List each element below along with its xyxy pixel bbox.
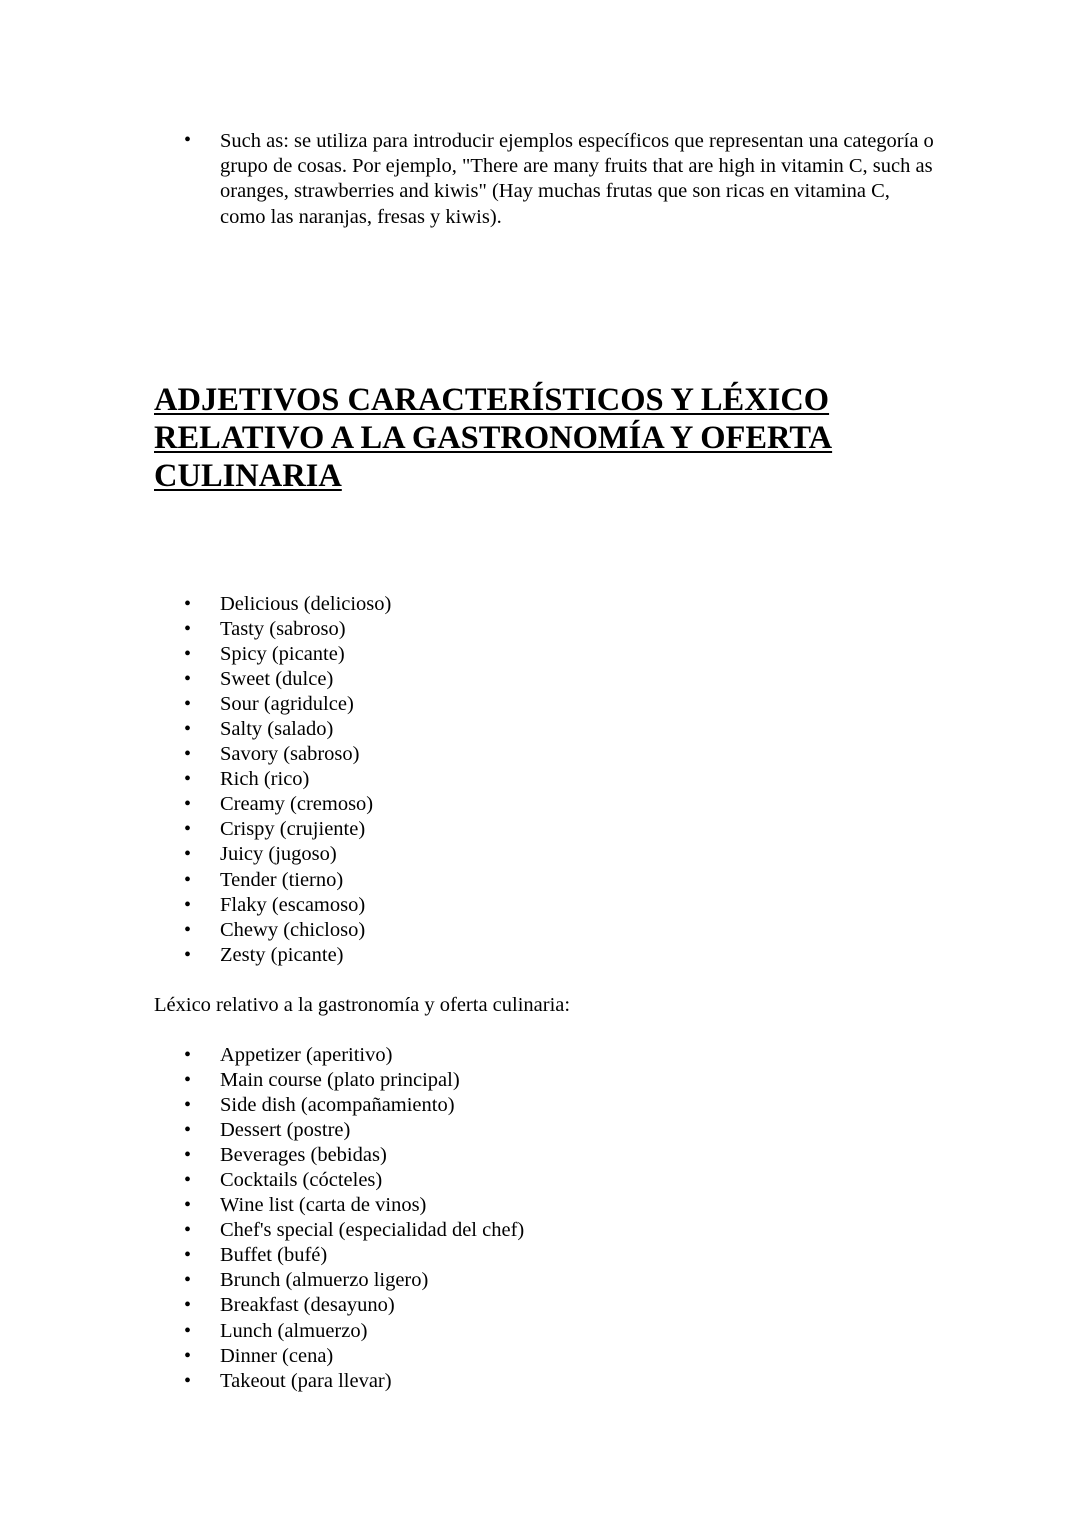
bullet-icon: • (184, 1319, 192, 1342)
list-item (0, 817, 391, 842)
list-item (0, 918, 391, 943)
list-item (0, 1268, 524, 1293)
list-item-text: Breakfast (desayuno) (220, 1294, 395, 1317)
list-item (0, 1143, 524, 1168)
adjectives-list (0, 592, 391, 968)
bullet-icon: • (184, 1169, 192, 1192)
lexicon-list (0, 1043, 524, 1394)
list-item-text: Tasty (sabroso) (220, 618, 346, 641)
list-item (0, 1093, 524, 1118)
list-item-text: Creamy (cremoso) (220, 793, 374, 816)
list-item (0, 1293, 524, 1318)
intro-bullet: • (184, 129, 192, 151)
bullet-icon: • (184, 643, 192, 666)
list-item-text: Chef's special (especialidad del chef) (220, 1219, 525, 1242)
list-item (0, 943, 391, 968)
section-heading: ADJETIVOS CARACTERÍSTICOS Y LÉXICO RELATIVO A LA GASTRONOMÍA Y OFERTA CULINARIA (154, 382, 833, 494)
list-item (0, 1168, 524, 1193)
list-item-text: Brunch (almuerzo ligero) (220, 1269, 429, 1292)
list-item (0, 742, 391, 767)
list-item (0, 1243, 524, 1268)
bullet-icon: • (184, 1344, 192, 1367)
bullet-icon: • (184, 718, 192, 741)
bullet-icon: • (184, 1044, 192, 1066)
list-item-text: Main course (plato principal) (220, 1069, 460, 1092)
list-item (0, 1218, 524, 1243)
bullet-icon: • (184, 1269, 192, 1292)
bullet-icon: • (184, 1219, 192, 1242)
list-item-text: Appetizer (aperitivo) (220, 1044, 393, 1066)
list-item (0, 893, 391, 918)
list-item (0, 767, 391, 792)
bullet-icon: • (184, 743, 192, 766)
bullet-icon: • (184, 1294, 192, 1317)
bullet-icon: • (184, 1094, 192, 1117)
list-item (0, 1193, 524, 1218)
list-item (0, 667, 391, 692)
bullet-icon: • (184, 1119, 192, 1142)
bullet-icon: • (184, 593, 192, 615)
list-item-text: Wine list (carta de vinos) (220, 1194, 427, 1217)
list-item-text: Sweet (dulce) (220, 668, 334, 691)
bullet-icon: • (184, 893, 192, 916)
bullet-icon: • (184, 843, 192, 866)
list-item-text: Flaky (escamoso) (220, 893, 366, 916)
list-item-text: Lunch (almuerzo) (220, 1319, 368, 1342)
bullet-icon: • (184, 793, 192, 816)
list-item (0, 717, 391, 742)
bullet-icon: • (184, 868, 192, 891)
list-item-text: Dessert (postre) (220, 1119, 351, 1142)
lexicon-title: Léxico relativo a la gastronomía y oferta culinaria: (154, 994, 571, 1016)
list-item-text: Zesty (picante) (220, 943, 344, 966)
bullet-icon: • (184, 1244, 192, 1267)
list-item (0, 617, 391, 642)
bullet-icon: • (184, 943, 192, 966)
list-item-text: Delicious (delicioso) (220, 593, 392, 615)
list-item-text: Sour (agridulce) (220, 693, 354, 716)
bullet-icon: • (184, 668, 192, 691)
bullet-icon: • (184, 618, 192, 641)
list-item-text: Dinner (cena) (220, 1344, 334, 1367)
bullet-icon: • (184, 693, 192, 716)
list-item (0, 692, 391, 717)
bullet-icon: • (184, 1369, 192, 1392)
list-item-text: Juicy (jugoso) (220, 843, 337, 866)
list-item (0, 642, 391, 667)
list-item-text: Beverages (bebidas) (220, 1144, 387, 1167)
list-item (0, 1068, 524, 1093)
list-item (0, 792, 391, 817)
list-item-text: Crispy (crujiente) (220, 818, 366, 841)
list-item (0, 592, 391, 617)
list-item (0, 1043, 524, 1068)
list-item (0, 1344, 524, 1369)
bullet-icon: • (184, 1069, 192, 1092)
list-item-text: Side dish (acompañamiento) (220, 1094, 455, 1117)
list-item (0, 868, 391, 893)
list-item-text: Salty (salado) (220, 718, 334, 741)
list-item-text: Spicy (picante) (220, 643, 345, 666)
list-item (0, 1369, 524, 1394)
bullet-icon: • (184, 1144, 192, 1167)
list-item-text: Savory (sabroso) (220, 743, 360, 766)
list-item-text: Tender (tierno) (220, 868, 344, 891)
list-item-text: Buffet (bufé) (220, 1244, 328, 1267)
list-item-text: Takeout (para llevar) (220, 1369, 392, 1392)
list-item-text: Rich (rico) (220, 768, 310, 791)
list-item (0, 1118, 524, 1143)
intro-paragraph: Such as: se utiliza para introducir ejemplos específicos que representan una categoría o grupo de cosas. Por ejemplo, "There are many fruits that are high in vitamin C, such as oranges, strawberries and kiwis" (Hay muchas frutas que son ricas en vitamina C, como las naranjas, fresas y kiwis). (220, 130, 934, 228)
list-item (0, 842, 391, 867)
bullet-icon: • (184, 918, 192, 941)
list-item (0, 1319, 524, 1344)
bullet-icon: • (184, 818, 192, 841)
bullet-icon: • (184, 1194, 192, 1217)
list-item-text: Cocktails (cócteles) (220, 1169, 383, 1192)
bullet-icon: • (184, 768, 192, 791)
list-item-text: Chewy (chicloso) (220, 918, 366, 941)
